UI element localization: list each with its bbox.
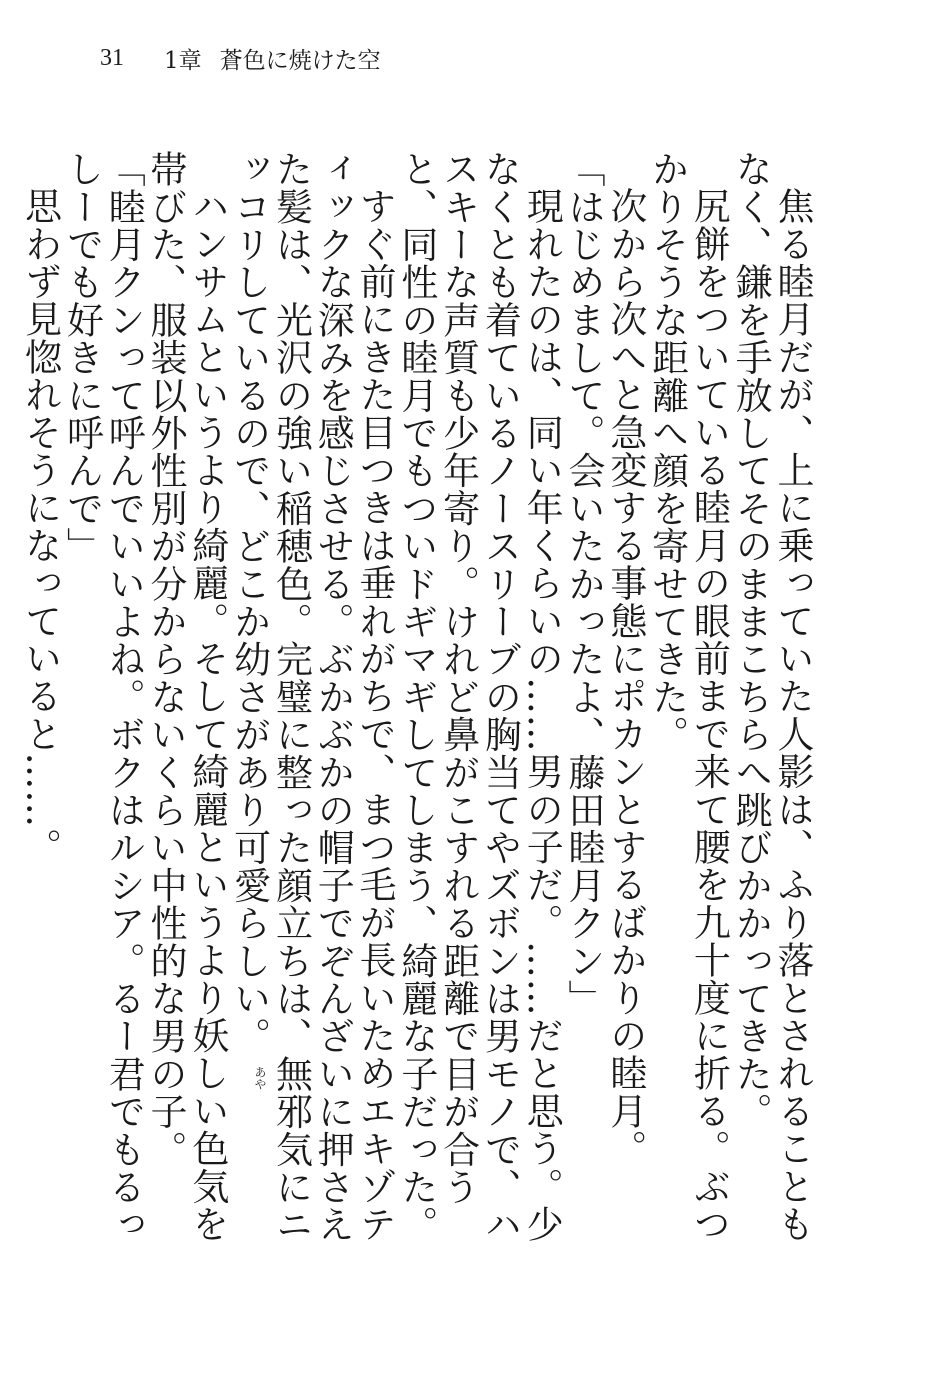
ruby-annotation: あや [253, 1066, 267, 1090]
paragraph: 尻餅をついている睦月の眼前まで来て腰を九十度に折る。ぶつかりそうな距離へ顔を寄せてきた。 [645, 150, 731, 1243]
novel-body-text [18, 150, 814, 1270]
page-number: 31 [100, 44, 124, 71]
dialogue-paragraph: 「睦月クンって呼んでいいよね。ボクはルシア。るー君でもるっしーでも好きに呼んで」 [60, 150, 146, 1244]
paragraph: 現れたのは、同い年くらいの……男の子だ。……だと思う。少なくとも着ているノースリーブの胸当てやズボンは男モノで、ハスキーな声質も少年寄り。けれど鼻がこすれる距離で目が合うと、同性の睦月でもついドギマギしてしまう、綺麗な子だった。 [394, 150, 564, 1244]
dialogue-paragraph: 「はじめまして。会いたかったよ、藤田睦月クン」 [562, 150, 606, 1018]
chapter-title: 蒼色に焼けた空 [219, 47, 381, 74]
chapter-label: 1章 [164, 47, 202, 74]
paragraph: 次から次へと急変する事態にポカンとするばかりの睦月。 [603, 187, 647, 1168]
paragraph: すぐ前にきた目つきは垂れがちで、まつ毛が長いためエキゾティックな深みを感じさせる。ぶかぶかの帽子でぞんざいに押さえた髪は、光沢の強い稲穂色。完璧に整った顔立ちは、無邪気にニッコリしているので、どこか幼さがあり可愛らしい。 [227, 150, 397, 1244]
running-header [100, 42, 381, 74]
paragraph: 焦る睦月だが、上に乗っていた人影は、ふり落とされることもなく、鎌を手放してそのままこちらへ跳びかかってきた。 [729, 150, 814, 1243]
paragraph: 思わず見惚れそうになっていると……。 [18, 187, 62, 866]
paragraph: ハンサムというより綺麗。そして綺麗というより妖しい色気を帯びた、服装以外性別が分からないくらい中性的な男の子。 [144, 150, 229, 1243]
